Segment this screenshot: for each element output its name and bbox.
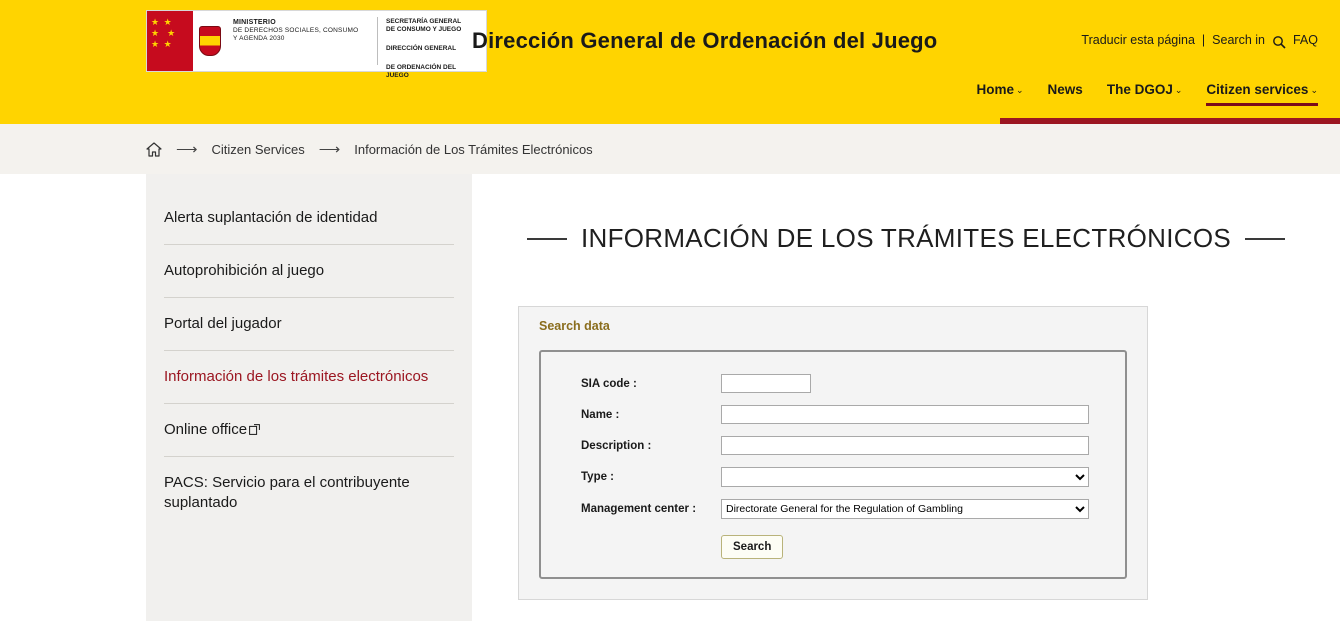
dgoj-text bbox=[378, 11, 486, 79]
search-link[interactable]: Search in bbox=[1212, 33, 1265, 47]
breadcrumb-arrow-2: ⟶ bbox=[318, 141, 341, 158]
nav-item-the-dgoj[interactable] bbox=[1107, 82, 1183, 103]
utility-bar bbox=[1081, 33, 1318, 47]
breadcrumb-item-citizen-services[interactable]: Citizen Services bbox=[211, 141, 305, 157]
sia-code-label: SIA code : bbox=[581, 377, 637, 390]
government-logo[interactable] bbox=[146, 10, 487, 79]
sidebar-item-alerta-suplantacion[interactable] bbox=[164, 192, 454, 245]
field-row-name bbox=[581, 405, 1105, 424]
description-label: Description : bbox=[581, 439, 652, 452]
search-button-row bbox=[581, 535, 1105, 559]
sidebar-item-label: Información de los trámites electrónicos bbox=[164, 368, 429, 385]
utility-separator: | bbox=[1201, 33, 1206, 47]
name-label: Name : bbox=[581, 408, 620, 421]
sidebar-item-label: Online office bbox=[164, 421, 248, 438]
name-input[interactable] bbox=[721, 405, 1089, 424]
sg-line-1: SECRETARÍA GENERAL bbox=[386, 18, 462, 25]
page-title-wrapper bbox=[472, 206, 1340, 272]
breadcrumb bbox=[0, 124, 1340, 174]
nav-item-home[interactable] bbox=[976, 82, 1023, 103]
search-panel bbox=[518, 306, 1148, 600]
management-center-select[interactable] bbox=[721, 499, 1089, 519]
sidebar-item-label: PACS: Servicio para el contribuyente suplantado bbox=[164, 474, 410, 511]
sidebar-item-label: Autoprohibición al juego bbox=[164, 262, 325, 279]
type-label: Type : bbox=[581, 471, 615, 483]
search-fieldset bbox=[539, 350, 1127, 579]
home-icon[interactable] bbox=[146, 142, 162, 157]
sidebar bbox=[146, 174, 472, 621]
chevron-down-icon: ⌄ bbox=[1310, 85, 1318, 95]
nav-item-the-dgoj-label: The DGOJ bbox=[1106, 82, 1173, 97]
sg-line-2: DE CONSUMO Y JUEGO bbox=[386, 26, 462, 33]
sidebar-item-portal-del-jugador[interactable] bbox=[164, 298, 454, 351]
coat-of-arms-icon bbox=[193, 11, 227, 71]
title-rule-left bbox=[527, 238, 567, 240]
breadcrumb-arrow-1: ⟶ bbox=[176, 141, 198, 158]
eu-stars-icon: ★ ★ ★ ★ ★ ★ bbox=[151, 17, 177, 49]
dg-line-3: JUEGO bbox=[386, 72, 409, 79]
sidebar-item-autoprohibicion[interactable] bbox=[164, 245, 454, 298]
nav-item-citizen-services-label: Citizen services bbox=[1206, 82, 1309, 97]
field-row-management-center bbox=[581, 499, 1105, 519]
dg-line-2: DE ORDENACIÓN DEL bbox=[386, 64, 457, 71]
breadcrumb-item-current: Información de Los Trámites Electrónicos bbox=[354, 141, 593, 157]
field-row-type bbox=[581, 467, 1105, 487]
ministry-title: MINISTERIO bbox=[233, 19, 276, 26]
translate-page-link[interactable]: Traducir esta página bbox=[1081, 33, 1195, 47]
dg-line-1: DIRECCIÓN GENERAL bbox=[386, 45, 457, 52]
main-navigation bbox=[976, 82, 1318, 106]
sidebar-item-pacs[interactable] bbox=[164, 457, 454, 529]
faq-link[interactable]: FAQ bbox=[1292, 33, 1318, 47]
page-title: INFORMACIÓN DE LOS TRÁMITES ELECTRÓNICOS bbox=[580, 223, 1232, 254]
sidebar-item-informacion-tramites[interactable] bbox=[164, 351, 454, 404]
site-header bbox=[0, 0, 1340, 118]
ministry-line-1: DE DERECHOS SOCIALES, CONSUMO bbox=[233, 27, 359, 34]
search-icon[interactable] bbox=[1272, 35, 1286, 49]
external-link-icon bbox=[249, 421, 260, 432]
sidebar-item-label: Alerta suplantación de identidad bbox=[164, 209, 378, 226]
nav-item-news-label: News bbox=[1047, 82, 1083, 97]
nav-item-home-label: Home bbox=[976, 82, 1014, 97]
nav-item-citizen-services[interactable] bbox=[1206, 82, 1318, 106]
header-accent-bar bbox=[0, 118, 1340, 124]
chevron-down-icon: ⌄ bbox=[1016, 85, 1024, 95]
sidebar-item-label: Portal del jugador bbox=[164, 315, 282, 332]
field-row-sia-code bbox=[581, 374, 1105, 393]
sia-code-input[interactable] bbox=[721, 374, 811, 393]
ministry-line-2: Y AGENDA 2030 bbox=[233, 35, 285, 42]
management-center-label: Management center : bbox=[581, 503, 697, 515]
ministry-text bbox=[227, 11, 377, 71]
search-panel-legend: Search data bbox=[539, 319, 610, 333]
type-select[interactable] bbox=[721, 467, 1089, 487]
field-row-description bbox=[581, 436, 1105, 455]
chevron-down-icon: ⌄ bbox=[1174, 85, 1183, 95]
site-title: Dirección General de Ordenación del Juego bbox=[472, 28, 938, 53]
header-accent-bar-yellow-segment bbox=[0, 118, 1000, 124]
description-input[interactable] bbox=[721, 436, 1089, 455]
eu-flag-icon bbox=[147, 11, 193, 71]
search-button[interactable]: Search bbox=[721, 535, 783, 559]
title-rule-right bbox=[1245, 238, 1285, 240]
sidebar-item-online-office[interactable] bbox=[164, 404, 454, 457]
nav-item-news[interactable] bbox=[1048, 82, 1083, 103]
